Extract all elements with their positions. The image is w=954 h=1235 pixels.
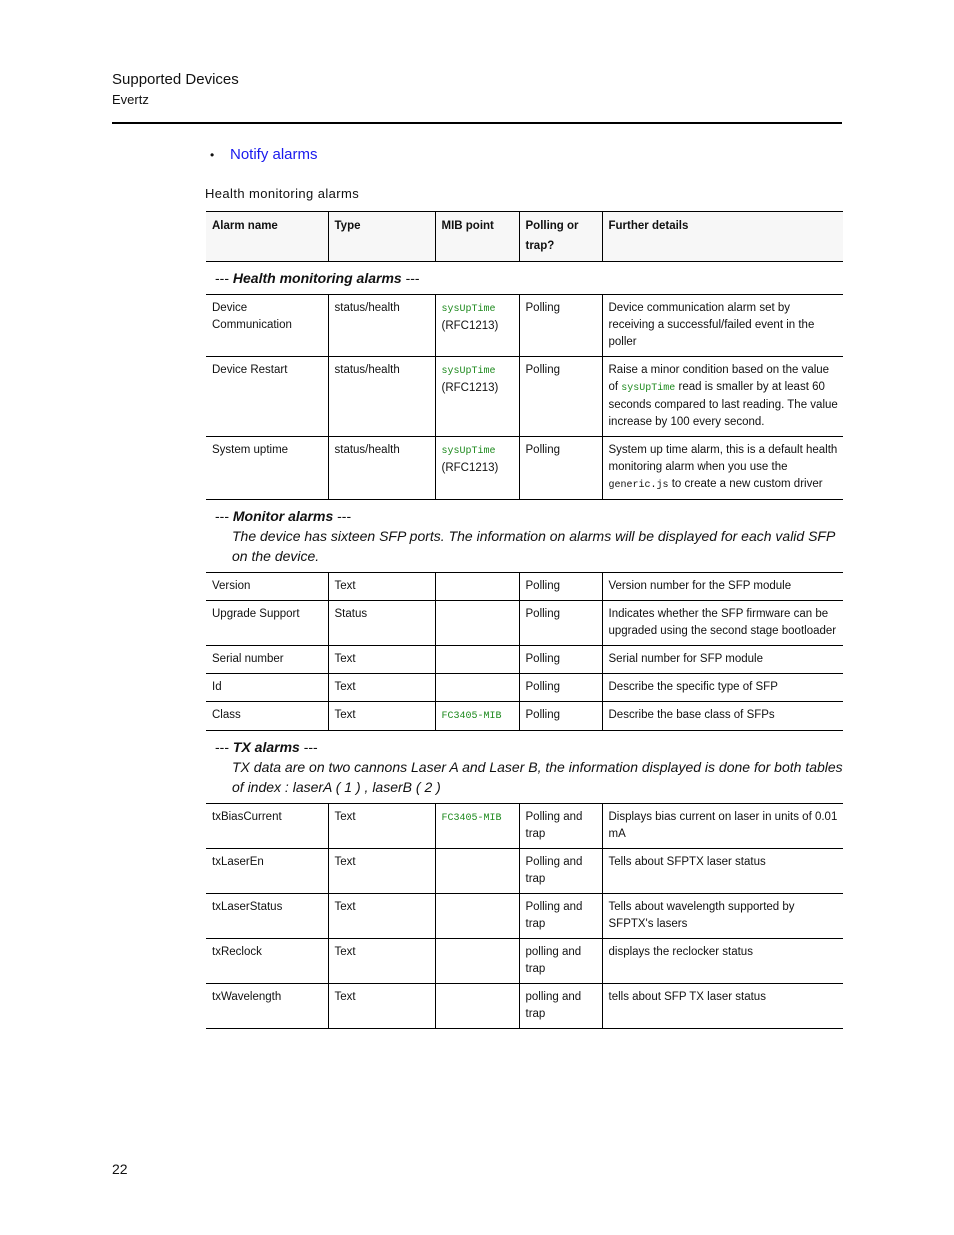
details-text: Device communication alarm set by receiving a successful/failed event in the poller	[608, 302, 815, 348]
mib-reference: (RFC1213)	[441, 320, 499, 332]
col-header-type: Type	[328, 212, 435, 262]
alarm-name-cell: txLaserStatus	[206, 894, 328, 939]
table-row	[206, 573, 843, 601]
type-cell: status/health	[328, 357, 435, 437]
type-cell: Text	[328, 849, 435, 894]
alarm-name-cell: Serial number	[206, 646, 328, 674]
mib-point-cell	[435, 646, 519, 674]
polling-cell: Polling	[519, 646, 602, 674]
polling-cell: Polling	[519, 573, 602, 601]
alarm-name-cell: txLaserEn	[206, 849, 328, 894]
table-header-row	[206, 212, 843, 262]
type-cell: Text	[328, 939, 435, 984]
table-row	[206, 984, 843, 1029]
alarm-name-cell: System uptime	[206, 437, 328, 500]
alarm-name-cell: Upgrade Support	[206, 601, 328, 646]
details-cell	[602, 894, 843, 939]
page-header	[112, 70, 239, 110]
section-label: TX alarms	[232, 739, 300, 755]
section-label: Health monitoring alarms	[232, 270, 402, 286]
details-cell	[602, 674, 843, 702]
table-row	[206, 894, 843, 939]
section-header-row	[206, 500, 843, 573]
details-cell	[602, 849, 843, 894]
mib-point-cell	[435, 702, 519, 731]
table-row	[206, 295, 843, 357]
details-code: sysUpTime	[621, 383, 676, 394]
table-row	[206, 357, 843, 437]
section-description: TX data are on two cannons Laser A and Laser B, the information displayed is done for both tables of index : laserA ( 1 ) , laserB ( 2 )	[232, 759, 843, 795]
type-cell: Text	[328, 894, 435, 939]
mib-point-cell	[435, 601, 519, 646]
polling-cell: Polling and trap	[519, 804, 602, 849]
mib-reference: (RFC1213)	[441, 382, 499, 394]
table-row	[206, 601, 843, 646]
details-text: tells about SFP TX laser status	[608, 991, 766, 1003]
details-text: Tells about wavelength supported by SFPTX's lasers	[608, 901, 795, 930]
details-text: System up time alarm, this is a default health monitoring alarm when you use the	[608, 444, 838, 473]
details-code: generic.js	[608, 480, 669, 491]
col-header-details: Further details	[602, 212, 843, 262]
details-text: Indicates whether the SFP firmware can be upgraded using the second stage bootloader	[608, 608, 837, 637]
header-subtitle: Evertz	[112, 92, 149, 107]
details-cell	[602, 295, 843, 357]
alarm-name-cell: txWavelength	[206, 984, 328, 1029]
mib-reference: (RFC1213)	[441, 462, 499, 474]
details-text: Displays bias current on laser in units of 0.01 mA	[608, 811, 838, 840]
details-text-continued: read is smaller by at least 60 seconds compared to last reading. The value increase by 100 every second.	[608, 381, 838, 428]
type-cell: status/health	[328, 437, 435, 500]
details-text: Version number for the SFP module	[608, 580, 792, 592]
alarms-table	[206, 211, 843, 1029]
type-cell: Text	[328, 646, 435, 674]
polling-cell: Polling	[519, 702, 602, 731]
polling-cell: Polling and trap	[519, 849, 602, 894]
polling-cell: Polling and trap	[519, 894, 602, 939]
details-text: Describe the specific type of SFP	[608, 681, 778, 693]
bullet-marker: •	[210, 148, 215, 162]
table-row	[206, 674, 843, 702]
table-row	[206, 437, 843, 500]
polling-cell: Polling	[519, 357, 602, 437]
header-divider	[112, 122, 842, 124]
alarm-name-cell: Class	[206, 702, 328, 731]
details-text-continued: to create a new custom driver	[671, 478, 823, 490]
page-number: 22	[112, 1161, 128, 1177]
mib-point-cell	[435, 804, 519, 849]
polling-cell: Polling	[519, 674, 602, 702]
section-header: --- TX alarms --- TX data are on two cannons Laser A and Laser B, the information displayed is done for both tables of index : laserA ( 1 ) , laserB ( 2 )	[206, 731, 843, 804]
section-header: --- Health monitoring alarms ---	[206, 262, 843, 295]
section-label: Monitor alarms	[232, 508, 334, 524]
section-header-row	[206, 262, 843, 295]
mib-point-cell	[435, 894, 519, 939]
section-description: The device has sixteen SFP ports. The information on alarms will be displayed for each valid SFP on the device.	[232, 528, 835, 564]
details-text: Serial number for SFP module	[608, 653, 763, 665]
col-header-mib-point: MIB point	[435, 212, 519, 262]
alarm-name-cell: txReclock	[206, 939, 328, 984]
details-text: displays the reclocker status	[608, 946, 753, 958]
header-title: Supported Devices	[112, 71, 239, 88]
mib-code: sysUpTime	[441, 366, 496, 377]
polling-cell: polling and trap	[519, 939, 602, 984]
details-cell	[602, 601, 843, 646]
polling-cell: Polling	[519, 437, 602, 500]
bullet-item	[210, 145, 318, 165]
notify-alarms-link[interactable]: Notify alarms	[230, 146, 318, 163]
alarm-name-cell: Id	[206, 674, 328, 702]
alarm-name-cell: Device Communication	[206, 295, 328, 357]
alarm-name-cell: Device Restart	[206, 357, 328, 437]
details-cell	[602, 573, 843, 601]
type-cell: Text	[328, 573, 435, 601]
details-cell	[602, 437, 843, 500]
details-cell	[602, 984, 843, 1029]
type-cell: Text	[328, 804, 435, 849]
polling-cell: polling and trap	[519, 984, 602, 1029]
details-cell	[602, 646, 843, 674]
details-cell	[602, 702, 843, 731]
col-header-alarm-name: Alarm name	[206, 212, 328, 262]
details-cell	[602, 357, 843, 437]
details-cell	[602, 939, 843, 984]
type-cell: status/health	[328, 295, 435, 357]
mib-code: FC3405-MIB	[441, 711, 502, 722]
mib-code: sysUpTime	[441, 446, 496, 457]
table-row	[206, 646, 843, 674]
alarm-name-cell: Version	[206, 573, 328, 601]
mib-point-cell	[435, 849, 519, 894]
mib-point-cell	[435, 939, 519, 984]
section-header-row	[206, 731, 843, 804]
table-row	[206, 849, 843, 894]
details-text: Describe the base class of SFPs	[608, 709, 775, 721]
type-cell: Text	[328, 674, 435, 702]
mib-point-cell	[435, 437, 519, 500]
table-row	[206, 804, 843, 849]
polling-cell: Polling	[519, 601, 602, 646]
details-text: Tells about SFPTX laser status	[608, 856, 766, 868]
type-cell: Text	[328, 984, 435, 1029]
mib-point-cell	[435, 357, 519, 437]
details-text: Raise a minor condition based on the value of	[608, 364, 830, 393]
col-header-polling: Polling or trap?	[519, 212, 602, 262]
table-row	[206, 702, 843, 731]
details-cell	[602, 804, 843, 849]
alarm-name-cell: txBiasCurrent	[206, 804, 328, 849]
mib-point-cell	[435, 674, 519, 702]
type-cell: Status	[328, 601, 435, 646]
mib-point-cell	[435, 295, 519, 357]
table-caption: Health monitoring alarms	[205, 186, 360, 201]
mib-code: FC3405-MIB	[441, 813, 502, 824]
type-cell: Text	[328, 702, 435, 731]
mib-point-cell	[435, 984, 519, 1029]
section-header: --- Monitor alarms --- The device has sixteen SFP ports. The information on alarms will be displayed for each valid SFP on the device.	[206, 500, 843, 573]
polling-cell: Polling	[519, 295, 602, 357]
table-row	[206, 939, 843, 984]
mib-point-cell	[435, 573, 519, 601]
mib-code: sysUpTime	[441, 304, 496, 315]
